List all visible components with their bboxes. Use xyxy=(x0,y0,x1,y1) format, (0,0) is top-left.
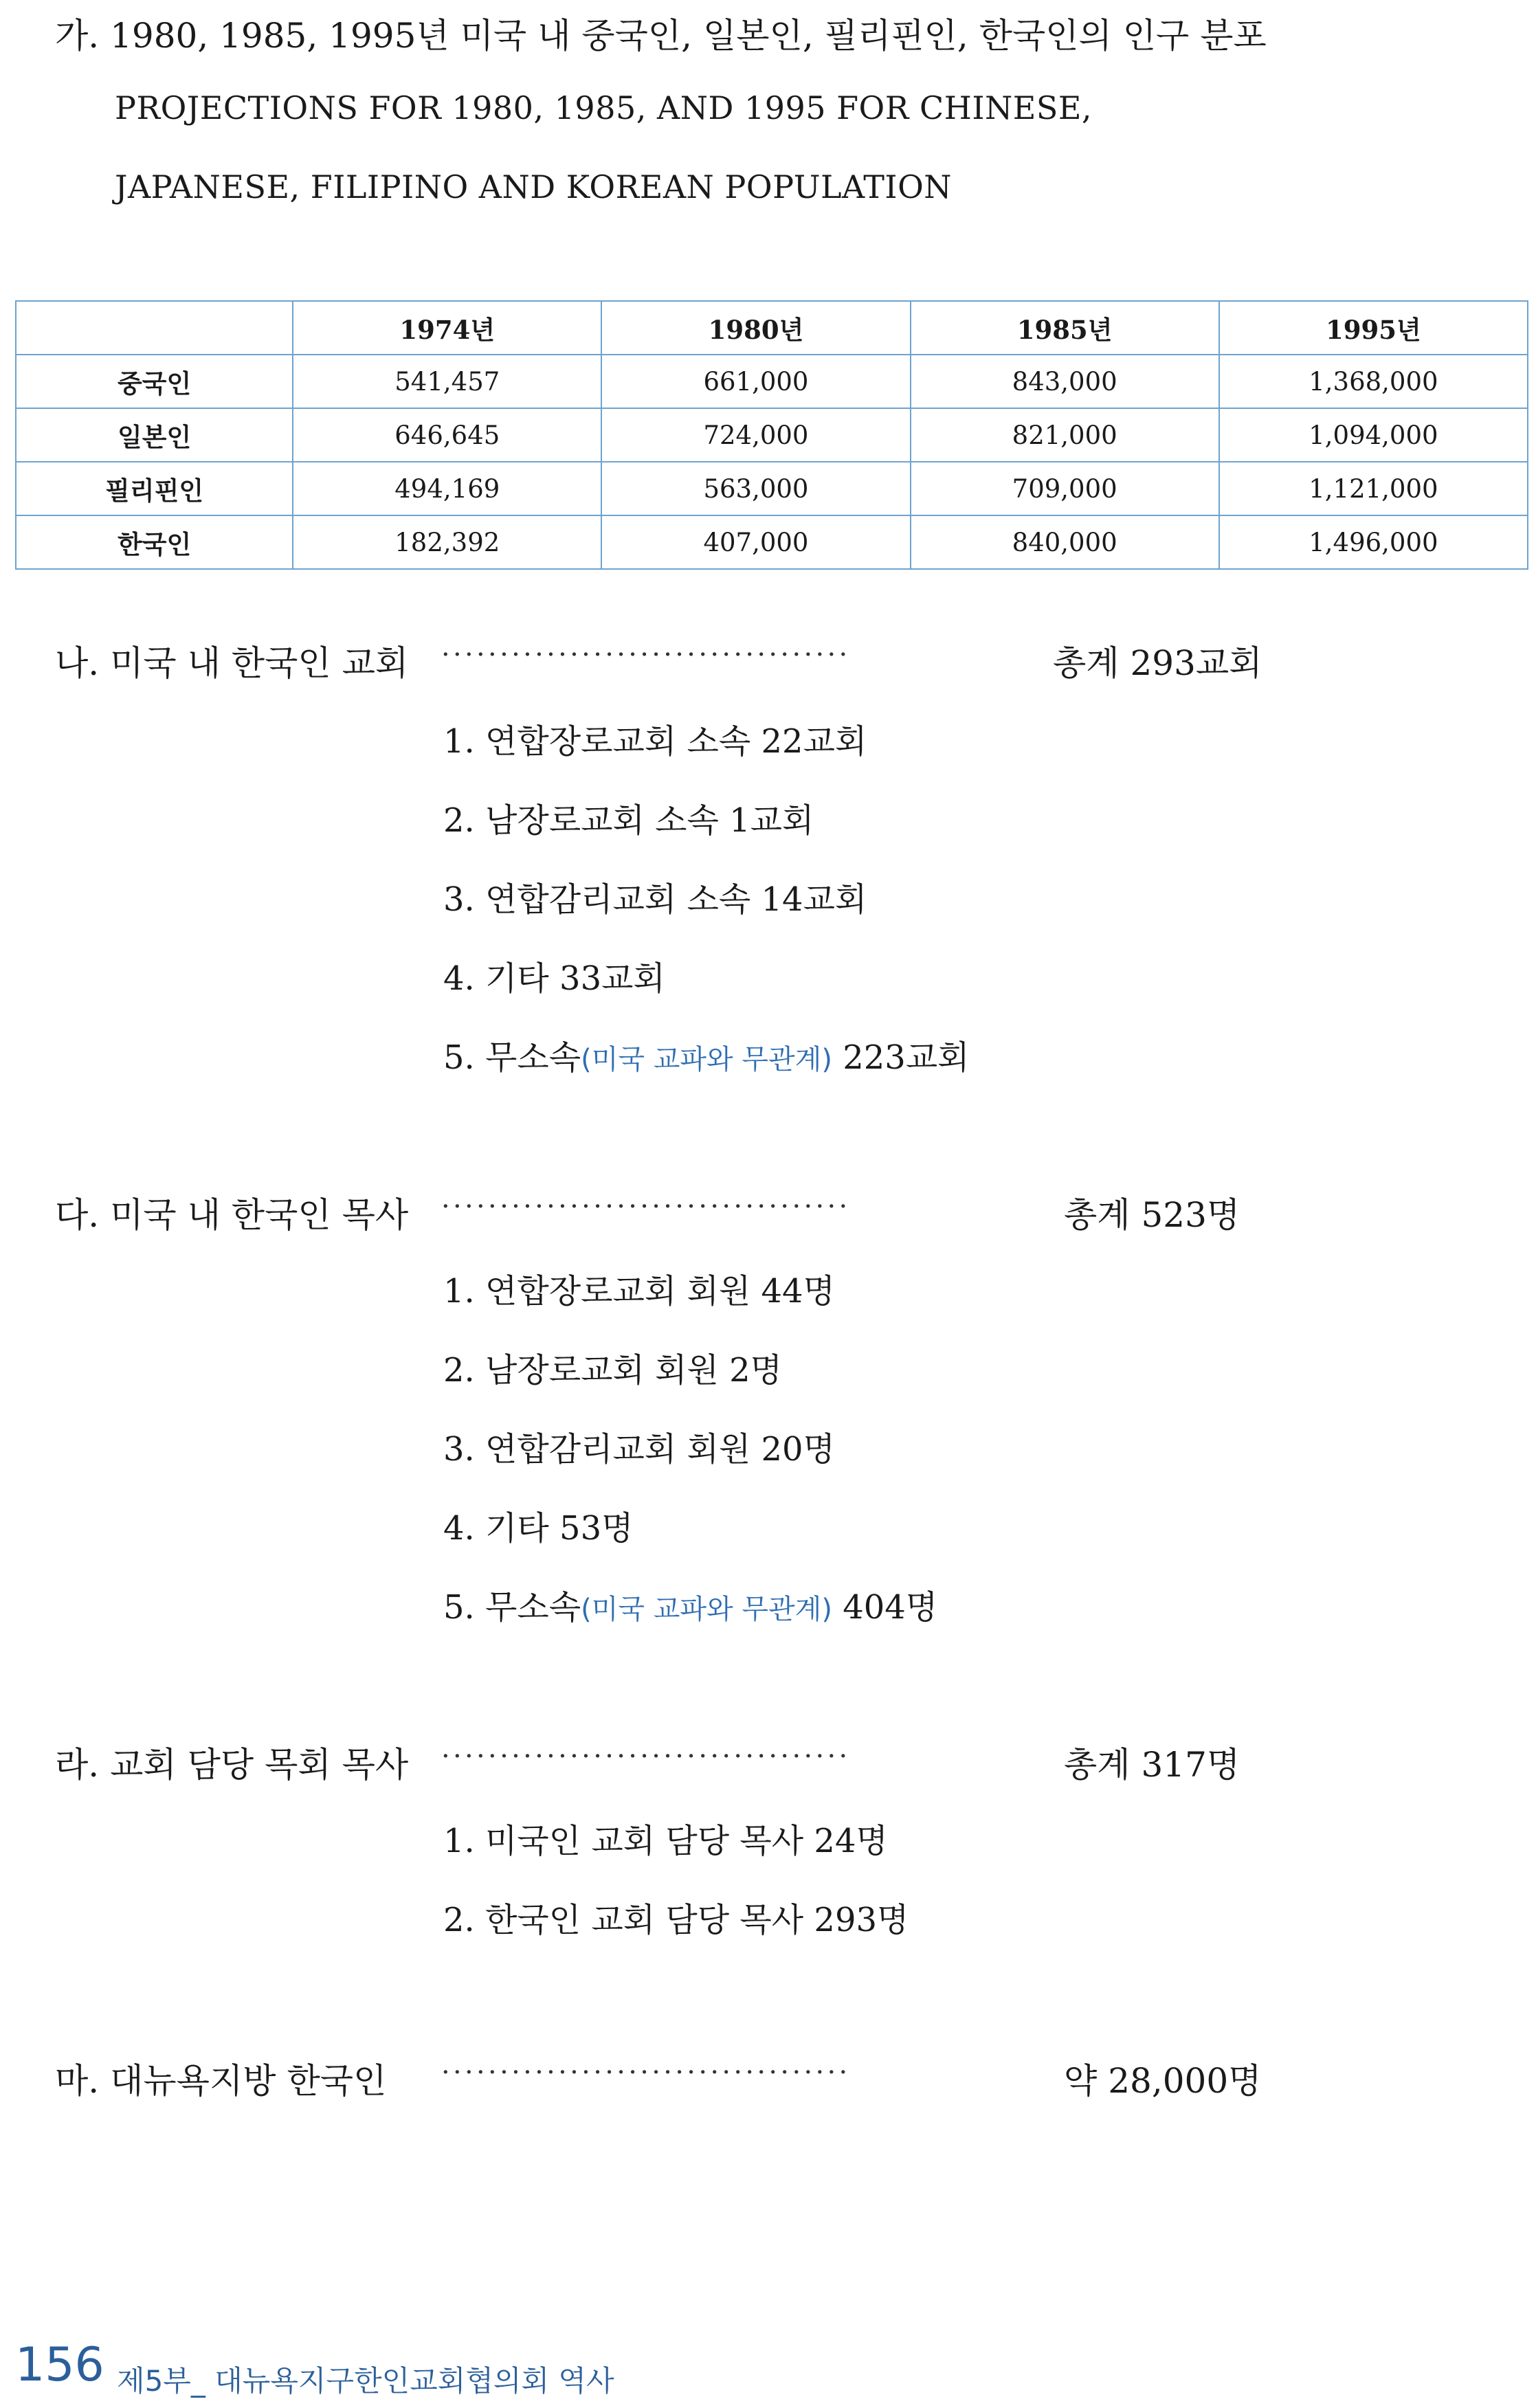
table-cell: 1,121,000 xyxy=(1219,462,1528,515)
row-label: 필리핀인 xyxy=(16,462,293,515)
table-cell: 541,457 xyxy=(293,355,601,408)
table-cell: 1,094,000 xyxy=(1219,408,1528,462)
list-item: 4. 기타 33교회 xyxy=(443,959,665,998)
list-item: 2. 남장로교회 소속 1교회 xyxy=(443,801,814,840)
english-title-line-1: PROJECTIONS FOR 1980, 1985, AND 1995 FOR CHINESE, xyxy=(115,89,1093,126)
section-total-ra: 총계 317명 xyxy=(1064,1745,1240,1785)
list-item: 2. 한국인 교회 담당 목사 293명 xyxy=(443,1901,909,1939)
section-total-na: 총계 293교회 xyxy=(1053,643,1262,683)
list-item: 3. 연합감리교회 회원 20명 xyxy=(443,1430,835,1469)
table-header-cell xyxy=(16,301,293,355)
list-item-count: 223교회 xyxy=(832,1038,970,1077)
table-cell: 709,000 xyxy=(911,462,1219,515)
table-cell: 1,496,000 xyxy=(1219,515,1528,569)
list-item: 1. 연합장로교회 회원 44명 xyxy=(443,1272,835,1311)
table-cell: 563,000 xyxy=(601,462,910,515)
table-cell: 646,645 xyxy=(293,408,601,462)
table-header-cell: 1974년 xyxy=(293,301,601,355)
table-header-cell: 1980년 xyxy=(601,301,910,355)
table-row xyxy=(16,355,1528,408)
table-cell: 494,169 xyxy=(293,462,601,515)
list-item xyxy=(443,1581,937,1628)
table-cell: 843,000 xyxy=(911,355,1219,408)
table-cell: 821,000 xyxy=(911,408,1219,462)
list-item-text: 5. 무소속 xyxy=(443,1038,581,1077)
row-label: 중국인 xyxy=(16,355,293,408)
table-cell: 182,392 xyxy=(293,515,601,569)
section-label-na: 나. 미국 내 한국인 교회 xyxy=(55,643,409,683)
table-header-cell: 1985년 xyxy=(911,301,1219,355)
list-item: 2. 남장로교회 회원 2명 xyxy=(443,1351,783,1390)
list-item-note: (미국 교파와 무관계) xyxy=(581,1594,832,1625)
section-label-da: 다. 미국 내 한국인 목사 xyxy=(55,1195,409,1235)
section-label-ra: 라. 교회 담당 목회 목사 xyxy=(55,1745,409,1785)
table-cell: 1,368,000 xyxy=(1219,355,1528,408)
table-row xyxy=(16,515,1528,569)
list-item: 1. 미국인 교회 담당 목사 24명 xyxy=(443,1822,888,1860)
section-total-ma: 약 28,000명 xyxy=(1064,2061,1262,2101)
list-item-text: 5. 무소속 xyxy=(443,1588,581,1627)
section-total-da: 총계 523명 xyxy=(1064,1195,1240,1235)
row-label: 일본인 xyxy=(16,408,293,462)
section-title-ga: 가. 1980, 1985, 1995년 미국 내 중국인, 일본인, 필리핀인, 한국인의 인구 분포 xyxy=(55,16,1267,56)
population-table xyxy=(15,300,1528,570)
table-row xyxy=(16,408,1528,462)
leader-dots: ··································· xyxy=(441,639,851,671)
table-cell: 840,000 xyxy=(911,515,1219,569)
row-label: 한국인 xyxy=(16,515,293,569)
leader-dots: ··································· xyxy=(441,1191,851,1223)
table-cell: 661,000 xyxy=(601,355,910,408)
leader-dots: ··································· xyxy=(441,1741,851,1772)
table-cell: 407,000 xyxy=(601,515,910,569)
leader-dots: ··································· xyxy=(441,2057,851,2088)
list-item xyxy=(443,1031,970,1078)
table-cell: 724,000 xyxy=(601,408,910,462)
list-item: 3. 연합감리교회 소속 14교회 xyxy=(443,880,867,919)
list-item-note: (미국 교파와 무관계) xyxy=(581,1044,832,1075)
table-header-cell: 1995년 xyxy=(1219,301,1528,355)
running-footer: 제5부_ 대뉴욕지구한인교회협의회 역사 xyxy=(117,2364,614,2398)
english-title-line-2: JAPANESE, FILIPINO AND KOREAN POPULATION xyxy=(115,168,953,205)
section-label-ma: 마. 대뉴욕지방 한국인 xyxy=(55,2061,387,2101)
table-header-row xyxy=(16,301,1528,355)
list-item: 4. 기타 53명 xyxy=(443,1509,634,1548)
table-row xyxy=(16,462,1528,515)
page-number: 156 xyxy=(15,2338,104,2392)
list-item-count: 404명 xyxy=(832,1588,938,1627)
list-item: 1. 연합장로교회 소속 22교회 xyxy=(443,722,867,761)
